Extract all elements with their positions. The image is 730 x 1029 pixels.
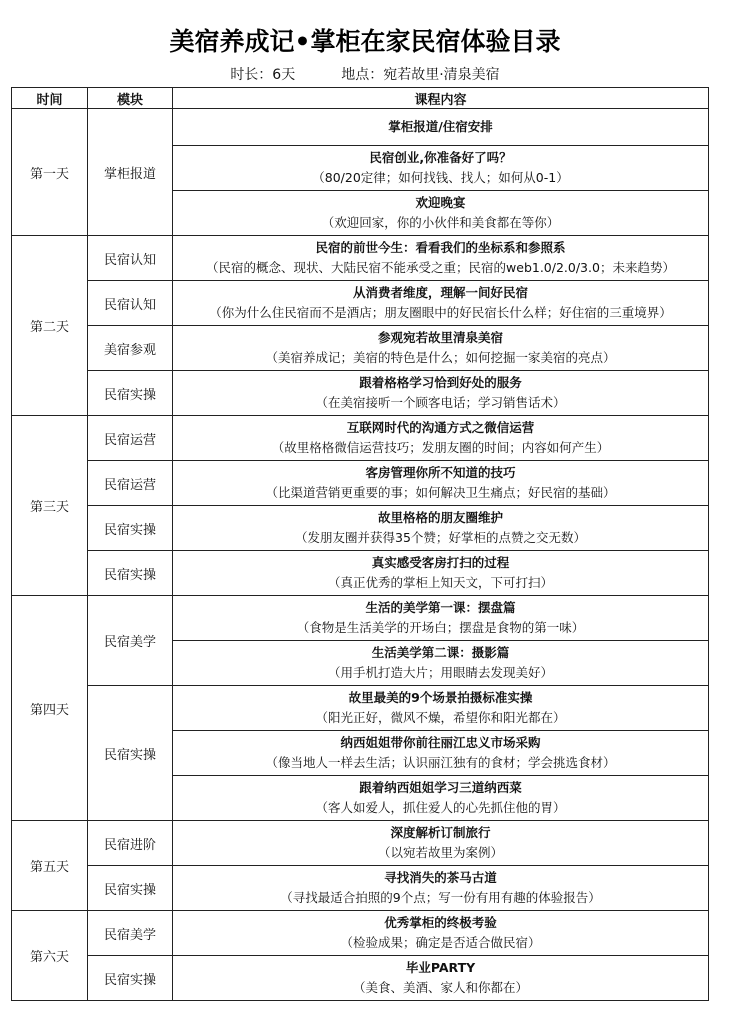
duration-label: 时长：6天 bbox=[230, 67, 296, 83]
day-cell: 第二天 bbox=[12, 236, 88, 416]
table-row bbox=[12, 866, 709, 911]
course-title: 优秀掌柜的终极考验 bbox=[384, 915, 497, 930]
table-row bbox=[12, 461, 709, 506]
course-description: （像当地人一样去生活；认识丽江独有的食材；学会挑选食材） bbox=[265, 755, 616, 770]
table-row bbox=[12, 686, 709, 731]
course-description: （美食、美酒、家人和你都在） bbox=[352, 980, 528, 995]
course-title: 纳西姐姐带你前往丽江忠义市场采购 bbox=[340, 735, 541, 750]
module-cell: 美宿参观 bbox=[88, 326, 173, 371]
content-cell bbox=[173, 731, 709, 776]
course-description: （食物是生活美学的开场白；摆盘是食物的第一味） bbox=[296, 620, 585, 635]
table-row bbox=[12, 281, 709, 326]
course-description: （用手机打造大片；用眼睛去发现美好） bbox=[327, 665, 553, 680]
course-description: （真正优秀的掌柜上知天文，下可打扫） bbox=[327, 575, 553, 590]
module-cell: 民宿运营 bbox=[88, 416, 173, 461]
course-title: 生活的美学第一课：摆盘篇 bbox=[365, 600, 516, 615]
course-title: 掌柜报道/住宿安排 bbox=[388, 119, 493, 134]
course-description: （发朋友圈并获得35个赞；好掌柜的点赞之交无数） bbox=[295, 530, 586, 545]
document-title: 美宿养成记•掌柜在家民宿体验目录 bbox=[169, 27, 561, 56]
table-row bbox=[12, 109, 709, 146]
table-row bbox=[12, 236, 709, 281]
course-description: （检验成果；确定是否适合做民宿） bbox=[340, 935, 541, 950]
course-description: （阳光正好，微风不燥，希望你和阳光都在） bbox=[315, 710, 566, 725]
module-cell: 民宿实操 bbox=[88, 956, 173, 1001]
table-row bbox=[12, 911, 709, 956]
course-title: 寻找消失的茶马古道 bbox=[384, 870, 497, 885]
course-description: （客人如爱人，抓住爱人的心先抓住他的胃） bbox=[315, 800, 566, 815]
content-cell bbox=[173, 236, 709, 281]
module-cell: 民宿实操 bbox=[88, 371, 173, 416]
content-cell bbox=[173, 416, 709, 461]
table-row bbox=[12, 551, 709, 596]
table-row bbox=[12, 416, 709, 461]
course-title: 真实感受客房打扫的过程 bbox=[371, 555, 510, 570]
header-module: 模块 bbox=[88, 88, 173, 109]
course-description: （你为什么住民宿而不是酒店；朋友圈眼中的好民宿长什么样；好住宿的三重境界） bbox=[209, 305, 672, 320]
content-cell bbox=[173, 776, 709, 821]
course-description: （80/20定律；如何找钱、找人；如何从0-1） bbox=[312, 170, 569, 185]
course-description: （美宿养成记；美宿的特色是什么；如何挖掘一家美宿的亮点） bbox=[265, 350, 616, 365]
module-cell: 民宿进阶 bbox=[88, 821, 173, 866]
course-description: （比渠道营销更重要的事；如何解决卫生痛点；好民宿的基础） bbox=[265, 485, 616, 500]
course-title: 民宿创业,你准备好了吗？ bbox=[369, 150, 512, 165]
module-cell: 民宿实操 bbox=[88, 551, 173, 596]
module-cell: 民宿实操 bbox=[88, 506, 173, 551]
course-description: （欢迎回家，你的小伙伴和美食都在等你） bbox=[321, 215, 560, 230]
course-title: 故里最美的9个场景拍摄标准实操 bbox=[348, 690, 533, 705]
table-row bbox=[12, 821, 709, 866]
content-cell bbox=[173, 596, 709, 641]
table-row bbox=[12, 371, 709, 416]
content-cell bbox=[173, 146, 709, 191]
course-title: 欢迎晚宴 bbox=[415, 195, 466, 210]
table-row bbox=[12, 326, 709, 371]
content-cell bbox=[173, 641, 709, 686]
course-description: （故里格格微信运营技巧；发朋友圈的时间；内容如何产生） bbox=[271, 440, 610, 455]
content-cell bbox=[173, 821, 709, 866]
course-description: （以宛若故里为案例） bbox=[377, 845, 503, 860]
course-title: 参观宛若故里清泉美宿 bbox=[377, 330, 503, 345]
day-cell: 第三天 bbox=[12, 416, 88, 596]
content-cell bbox=[173, 866, 709, 911]
header-content: 课程内容 bbox=[173, 88, 709, 109]
course-title: 跟着纳西姐姐学习三道纳西菜 bbox=[359, 780, 522, 795]
content-cell bbox=[173, 461, 709, 506]
day-cell: 第四天 bbox=[12, 596, 88, 821]
module-cell: 民宿实操 bbox=[88, 866, 173, 911]
module-cell: 民宿认知 bbox=[88, 281, 173, 326]
course-title: 生活美学第二课：摄影篇 bbox=[371, 645, 510, 660]
course-title: 客房管理你所不知道的技巧 bbox=[365, 465, 516, 480]
table-row bbox=[12, 596, 709, 641]
course-title: 毕业PARTY bbox=[405, 960, 476, 975]
module-cell: 民宿认知 bbox=[88, 236, 173, 281]
module-cell: 民宿美学 bbox=[88, 596, 173, 686]
header-row bbox=[12, 88, 709, 109]
content-cell bbox=[173, 956, 709, 1001]
module-cell: 民宿美学 bbox=[88, 911, 173, 956]
location-label: 地点：宛若故里·清泉美宿 bbox=[341, 67, 500, 83]
day-cell: 第五天 bbox=[12, 821, 88, 911]
course-title: 深度解析订制旅行 bbox=[390, 825, 491, 840]
content-cell bbox=[173, 911, 709, 956]
document-subtitle bbox=[0, 64, 730, 84]
content-cell bbox=[173, 191, 709, 236]
course-title: 从消费者维度，理解一间好民宿 bbox=[352, 285, 528, 300]
content-cell bbox=[173, 686, 709, 731]
course-title: 民宿的前世今生：看看我们的坐标系和参照系 bbox=[315, 240, 566, 255]
content-cell bbox=[173, 281, 709, 326]
content-cell bbox=[173, 109, 709, 146]
module-cell: 民宿运营 bbox=[88, 461, 173, 506]
day-cell: 第六天 bbox=[12, 911, 88, 1001]
schedule-table bbox=[11, 87, 709, 1001]
course-title: 故里格格的朋友圈维护 bbox=[377, 510, 503, 525]
module-cell: 掌柜报道 bbox=[88, 109, 173, 236]
content-cell bbox=[173, 326, 709, 371]
course-title: 互联网时代的沟通方式之微信运营 bbox=[346, 420, 535, 435]
table-row bbox=[12, 956, 709, 1001]
module-cell: 民宿实操 bbox=[88, 686, 173, 821]
content-cell bbox=[173, 551, 709, 596]
course-description: （寻找最适合拍照的9个点；写一份有用有趣的体验报告） bbox=[280, 890, 601, 905]
course-description: （在美宿接听一个顾客电话；学习销售话术） bbox=[315, 395, 566, 410]
course-title: 跟着格格学习恰到好处的服务 bbox=[359, 375, 522, 390]
day-cell: 第一天 bbox=[12, 109, 88, 236]
content-cell bbox=[173, 506, 709, 551]
content-cell bbox=[173, 371, 709, 416]
header-time: 时间 bbox=[12, 88, 88, 109]
course-description: （民宿的概念、现状、大陆民宿不能承受之重；民宿的web1.0/2.0/3.0；未来趋势） bbox=[206, 260, 675, 275]
table-row bbox=[12, 506, 709, 551]
